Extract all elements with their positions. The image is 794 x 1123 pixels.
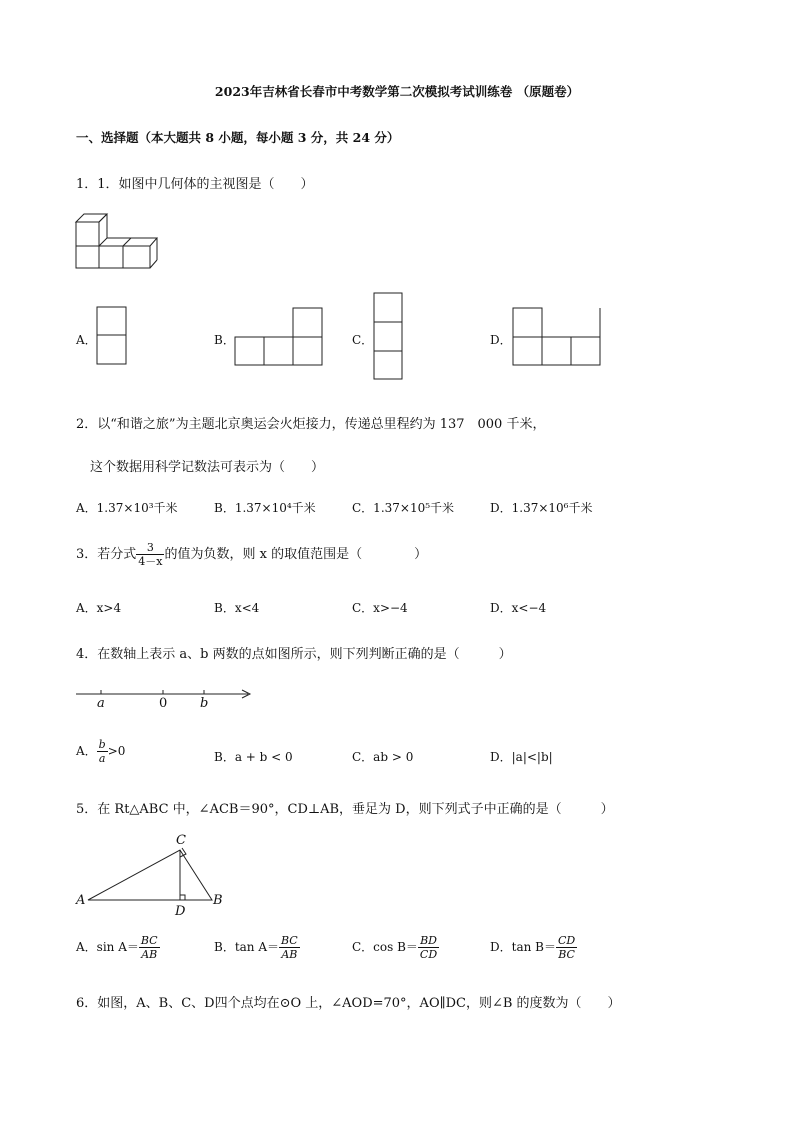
question-6-stem: 6．如图，A、B、C、D四个点均在⊙O 上，∠AOD=70°，AO∥DC，则∠B 的度数为（ ）	[76, 996, 621, 1011]
q5-vertex-b: B	[213, 893, 223, 908]
q5-option-c-prefix: C．cos B＝	[352, 940, 418, 954]
q4-option-a[interactable]	[76, 738, 125, 765]
q1-option-c-figure	[374, 293, 404, 381]
q4-option-a-prefix: A．	[76, 744, 97, 758]
q3-option-c[interactable]: C．x>−4	[352, 601, 408, 615]
q5-vertex-d: D	[175, 904, 186, 919]
question-5-stem: 5．在 Rt△ABC 中，∠ACB＝90°，CD⊥AB，垂足为 D，则下列式子中正确的是（ ）	[76, 802, 614, 817]
question-1-stem: 1．1．如图中几何体的主视图是（ ）	[76, 177, 314, 192]
q1-option-a-figure	[97, 307, 127, 365]
q4-option-b[interactable]: B．a + b < 0	[214, 750, 293, 764]
q4-axis-label-zero: 0	[159, 696, 168, 711]
q5-option-a-fraction	[139, 934, 160, 961]
q1-option-b-label[interactable]: B．	[214, 333, 235, 347]
q1-option-b-figure	[235, 308, 323, 366]
q4-option-a-denominator: a	[98, 752, 106, 765]
q5-triangle-figure	[76, 832, 226, 922]
q5-option-d-denominator: BC	[558, 948, 575, 961]
q1-option-d-figure	[513, 308, 601, 366]
q4-option-d[interactable]: D．|a|<|b|	[490, 750, 553, 764]
q5-option-b-numerator: BC	[281, 934, 298, 947]
q4-axis-label-b: b	[200, 696, 209, 711]
q5-option-d[interactable]	[490, 934, 577, 961]
q4-option-a-suffix: >0	[107, 744, 126, 758]
page-title: 2023年吉林省长春市中考数学第二次模拟考试训练卷 （原题卷）	[214, 84, 580, 99]
q5-option-c-numerator: BD	[418, 934, 439, 948]
q4-axis-label-a: a	[97, 696, 105, 711]
q5-option-a-numerator: BC	[140, 934, 158, 947]
q3-suffix: 的值为负数，则 x 的取值范围是（ ）	[164, 547, 428, 562]
q3-fraction-denominator: 4－x	[138, 555, 163, 568]
question-4-stem: 4．在数轴上表示 a、b 两数的点如图所示，则下列判断正确的是（ ）	[76, 647, 512, 662]
q5-vertex-c: C	[176, 833, 186, 848]
q5-option-d-numerator: CD	[557, 934, 576, 947]
q5-option-a-denominator: AB	[141, 948, 158, 961]
question-2-stem-line2: 这个数据用科学记数法可表示为（ ）	[90, 460, 325, 475]
q5-option-c-fraction	[418, 934, 439, 961]
q4-option-a-numerator: b	[98, 738, 106, 751]
question-3-stem	[76, 541, 427, 568]
q2-option-d[interactable]: D．1.37×10⁶千米	[490, 501, 593, 515]
q2-option-b[interactable]: B．1.37×10⁴千米	[214, 501, 316, 515]
q3-prefix: 3．若分式	[76, 547, 137, 562]
q4-option-a-fraction	[97, 738, 108, 765]
q5-option-d-prefix: D．tan B＝	[490, 940, 556, 954]
q5-option-d-fraction	[556, 934, 577, 961]
q5-vertex-a: A	[76, 893, 86, 908]
q2-option-c[interactable]: C．1.37×10⁵千米	[352, 501, 455, 515]
q1-option-c-label[interactable]: C．	[352, 333, 374, 347]
q4-option-c[interactable]: C．ab > 0	[352, 750, 414, 764]
q2-option-a[interactable]: A．1.37×10³千米	[76, 501, 178, 515]
q5-option-b-fraction	[279, 934, 300, 961]
q5-option-a[interactable]	[76, 934, 160, 961]
q3-option-d[interactable]: D．x<−4	[490, 601, 547, 615]
q1-option-d-label[interactable]: D．	[490, 333, 512, 347]
q3-option-b[interactable]: B．x<4	[214, 601, 260, 615]
q5-option-b-prefix: B．tan A＝	[214, 940, 280, 954]
q1-option-a-label[interactable]: A．	[76, 333, 97, 347]
q5-option-c-denominator: CD	[419, 948, 438, 961]
q3-fraction	[136, 541, 164, 568]
q3-fraction-numerator: 3	[136, 541, 164, 555]
q5-option-a-prefix: A．sin A＝	[76, 940, 139, 954]
q5-option-b[interactable]	[214, 934, 300, 961]
question-2-stem: 2．以“和谐之旅”为主题北京奥运会火炬接力，传递总里程约为 137 000 千米，	[76, 417, 546, 432]
section-heading: 一、选择题（本大题共 8 小题，每小题 3 分，共 24 分）	[76, 130, 400, 145]
q5-option-b-denominator: AB	[281, 948, 298, 961]
q3-option-a[interactable]: A．x>4	[76, 601, 122, 615]
q1-solid-figure	[76, 212, 158, 270]
q5-option-c[interactable]	[352, 934, 439, 961]
